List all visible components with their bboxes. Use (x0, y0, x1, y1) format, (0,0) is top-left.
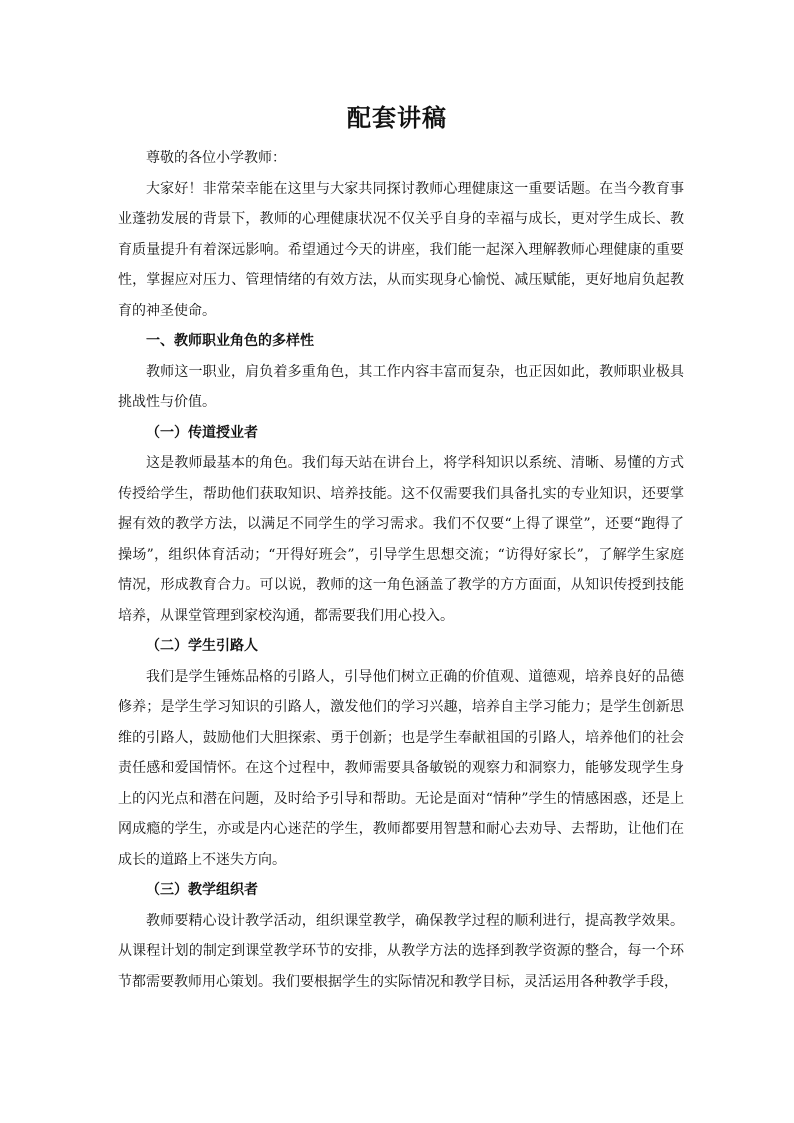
paragraph: 教师要精心设计教学活动，组织课堂教学，确保教学过程的顺利进行，提高教学效果。从课程计划的制定到课堂教学环节的安排，从教学方法的选择到教学资源的整合，每一个环节都需要教师用心策划。我们要根据学生的实际情况和教学目标，灵活运用各种教学手段， (118, 912, 684, 990)
paragraph: 教师这一职业，肩负着多重角色，其工作内容丰富而复杂，也正因如此，教师职业极具挑战性与价值。 (118, 363, 684, 410)
paragraph: 我们是学生锤炼品格的引路人，引导他们树立正确的价值观、道德观，培养良好的品德修养；是学生学习知识的引路人，激发他们的学习兴趣，培养自主学习能力；是学生创新思维的引路人，鼓励他们大胆探索、勇于创新；也是学生奉献祖国的引路人，培养他们的社会责任感和爱国情怀。在这个过程中，教师需要具备敏锐的观察力和洞察力，能够发现学生身上的闪光点和潜在问题，及时给予引导和帮助。无论是面对“情种”学生的情感困惑，还是上网成瘾的学生，亦或是内心迷茫的学生，教师都要用智慧和耐心去劝导、去帮助，让他们在成长的道路上不迷失方向。 (118, 668, 684, 868)
document-title: 配套讲稿 (347, 104, 447, 132)
document-body (118, 143, 684, 997)
salutation: 尊敬的各位小学教师： (146, 150, 286, 166)
subsection-heading: （二）学生引路人 (146, 638, 258, 654)
subsection-heading: （一）传道授业者 (146, 424, 258, 441)
paragraph: 这是教师最基本的角色。我们每天站在讲台上，将学科知识以系统、清晰、易懂的方式传授给学生，帮助他们获取知识、培养技能。这不仅需要我们具备扎实的专业知识，还要掌握有效的教学方法，以满足不同学生的学习需求。我们不仅要“上得了课堂”，还要“跑得了操场”，组织体育活动；“开得好班会”，引导学生思想交流；“访得好家长”，了解学生家庭情况，形成教育合力。可以说，教师的这一角色涵盖了教学的方方面面，从知识传授到技能培养，从课堂管理到家校沟通，都需要我们用心投入。 (118, 455, 684, 624)
paragraph-intro: 大家好！非常荣幸能在这里与大家共同探讨教师心理健康这一重要话题。在当今教育事业蓬勃发展的背景下，教师的心理健康状况不仅关乎自身的幸福与成长，更对学生成长、教育质量提升有着深远影响。希望通过今天的讲座，我们能一起深入理解教师心理健康的重要性，掌握应对压力、管理情绪的有效方法，从而实现身心愉悦、减压赋能，更好地肩负起教育的神圣使命。 (118, 180, 684, 319)
subsection-heading: （三）教学组织者 (146, 882, 258, 898)
section-heading: 一、教师职业角色的多样性 (146, 333, 314, 349)
